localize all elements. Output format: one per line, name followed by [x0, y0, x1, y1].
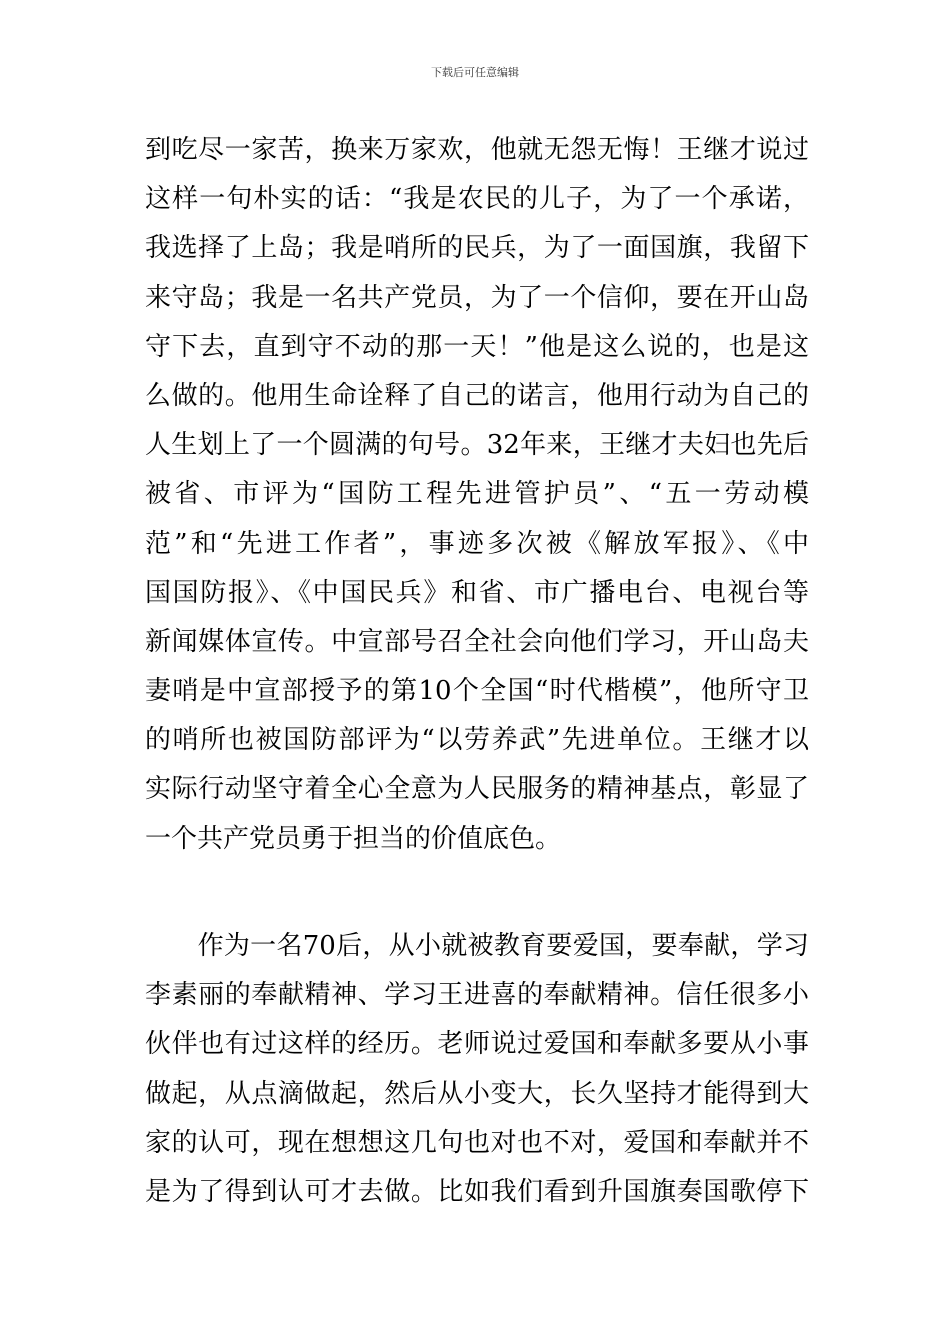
paragraph-line: 国国防报》、《中国民兵》和省、市广播电台、电视台等 — [145, 577, 809, 608]
header-note: 下载后可任意编辑 — [431, 66, 519, 79]
paragraph-line: 实际行动坚守着全心全意为人民服务的精神基点，彰显了 — [145, 774, 809, 805]
paragraph-line: 做起，从点滴做起，然后从小变大，长久坚持才能得到大 — [145, 1078, 809, 1109]
paragraph-line: 被省、市评为“国防工程先进管护员”、“五一劳动模 — [145, 479, 809, 510]
paragraph-line: 新闻媒体宣传。中宣部号召全社会向他们学习，开山岛夫 — [145, 626, 809, 657]
paragraph-line: 伙伴也有过这样的经历。老师说过爱国和奉献多要从小事 — [145, 1029, 809, 1060]
paragraph-line: 守下去，直到守不动的那一天！”他是这么说的，也是这 — [145, 331, 809, 362]
paragraph-line: 一个共产党员勇于担当的价值底色。 — [145, 823, 562, 854]
paragraph-line: 妻哨是中宣部授予的第10个全国“时代楷模”，他所守卫 — [145, 676, 809, 707]
paragraph-line: 作为一名70后，从小就被教育要爱国，要奉献，学习 — [145, 931, 809, 961]
paragraph-line: 李素丽的奉献精神、学习王进喜的奉献精神。信任很多小 — [145, 980, 809, 1011]
paragraph-line: 来守岛；我是一名共产党员，为了一个信仰，要在开山岛 — [145, 282, 809, 313]
paragraph-line: 范”和“先进工作者”，事迹多次被《解放军报》、《中 — [145, 528, 809, 559]
paragraph-line: 这样一句朴实的话：“我是农民的儿子，为了一个承诺， — [145, 184, 809, 215]
paragraph-line: 么做的。他用生命诠释了自己的诺言，他用行动为自己的 — [145, 380, 809, 411]
paragraph-line: 到吃尽一家苦，换来万家欢，他就无怨无悔！王继才说过 — [145, 135, 809, 165]
paragraph-line: 人生划上了一个圆满的句号。32年来，王继才夫妇也先后 — [145, 430, 809, 461]
paragraph-2 — [145, 922, 809, 1217]
paragraph-line: 是为了得到认可才去做。比如我们看到升国旗奏国歌停下 — [145, 1176, 809, 1207]
paragraph-1 — [145, 126, 809, 864]
paragraph-line: 的哨所也被国防部评为“以劳养武”先进单位。王继才以 — [145, 725, 809, 756]
paragraph-line: 我选择了上岛；我是哨所的民兵，为了一面国旗，我留下 — [145, 233, 809, 264]
paragraph-line: 家的认可，现在想想这几句也对也不对，爱国和奉献并不 — [145, 1127, 809, 1158]
